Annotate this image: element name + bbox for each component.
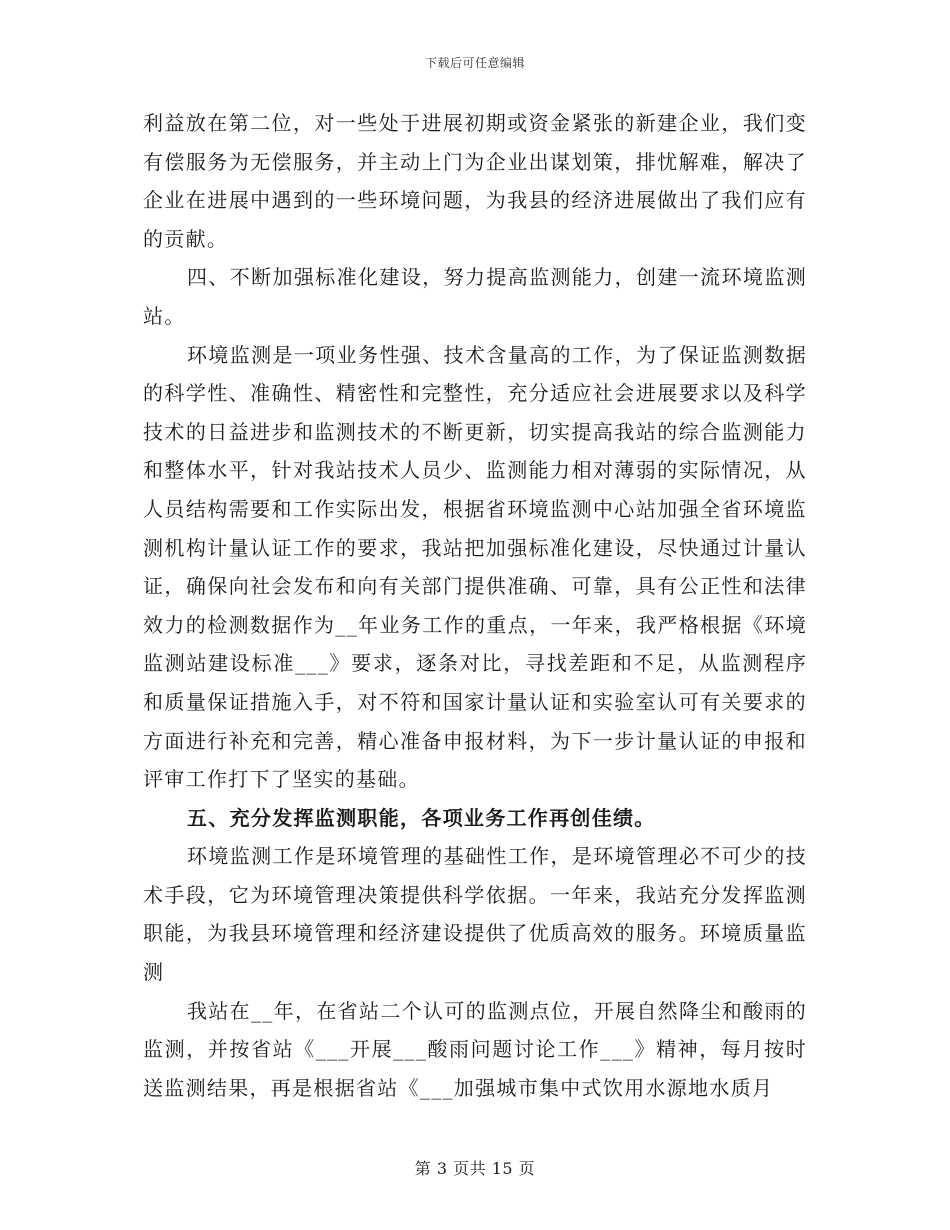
paragraph-continuation: 利益放在第二位，对一些处于进展初期或资金紧张的新建企业，我们变有偿服务为无偿服务，并主动上门为企业出谋划策，排忧解难，解决了企业在进展中遇到的一些环境问题，为我县的经济进展做出了我们应有的贡献。 [143,111,807,251]
document-body [143,104,807,1107]
section-heading-four: 四、不断加强标准化建设，努力提高监测能力，创建一流环境监测站。 [143,265,807,328]
section-heading-five: 五、充分发挥监测职能，各项业务工作再创佳绩。 [187,805,656,830]
page-header: 下载后可任意编辑 [424,56,525,70]
page-number: 第 3 页共 15 页 [414,1159,536,1178]
paragraph-monitoring-function: 环境监测工作是环境管理的基础性工作，是环境管理必不可少的技术手段，它为环境管理决策提供科学依据。一年来，我站充分发挥监测职能，为我县环境管理和经济建设提供了优质高效的服务。环境质量监测 [143,844,807,985]
paragraph-standardization: 环境监测是一项业务性强、技术含量高的工作，为了保证监测数据的科学性、准确性、精密性和完整性，充分适应社会进展要求以及科学技术的日益进步和监测技术的不断更新，切实提高我站的综合监测能力和整体水平，针对我站技术人员少、监测能力相对薄弱的实际情况，从人员结构需要和工作实际出发，根据省环境监测中心站加强全省环境监测机构计量认证工作的要求，我站把加强标准化建设，尽快通过计量认证，确保向社会发布和向有关部门提供准确、可靠，具有公正性和法律效力的检测数据作为__年业务工作的重点，一年来，我严格根据《环境监测站建设标准___》要求，逐条对比，寻找差距和不足，从监测程序和质量保证措施入手，对不符和国家计量认证和实验室认可有关要求的方面进行补充和完善，精心准备申报材料，为下一步计量认证的申报和评审工作打下了坚实的基础。 [143,342,807,792]
paragraph-acid-rain: 我站在__年，在省站二个认可的监测点位，开展自然降尘和酸雨的监测，并按省站《___开展___酸雨问题讨论工作___》精神，每月按时送监测结果，再是根据省站《___加强城市集中式饮用水源地水质月 [143,998,807,1100]
